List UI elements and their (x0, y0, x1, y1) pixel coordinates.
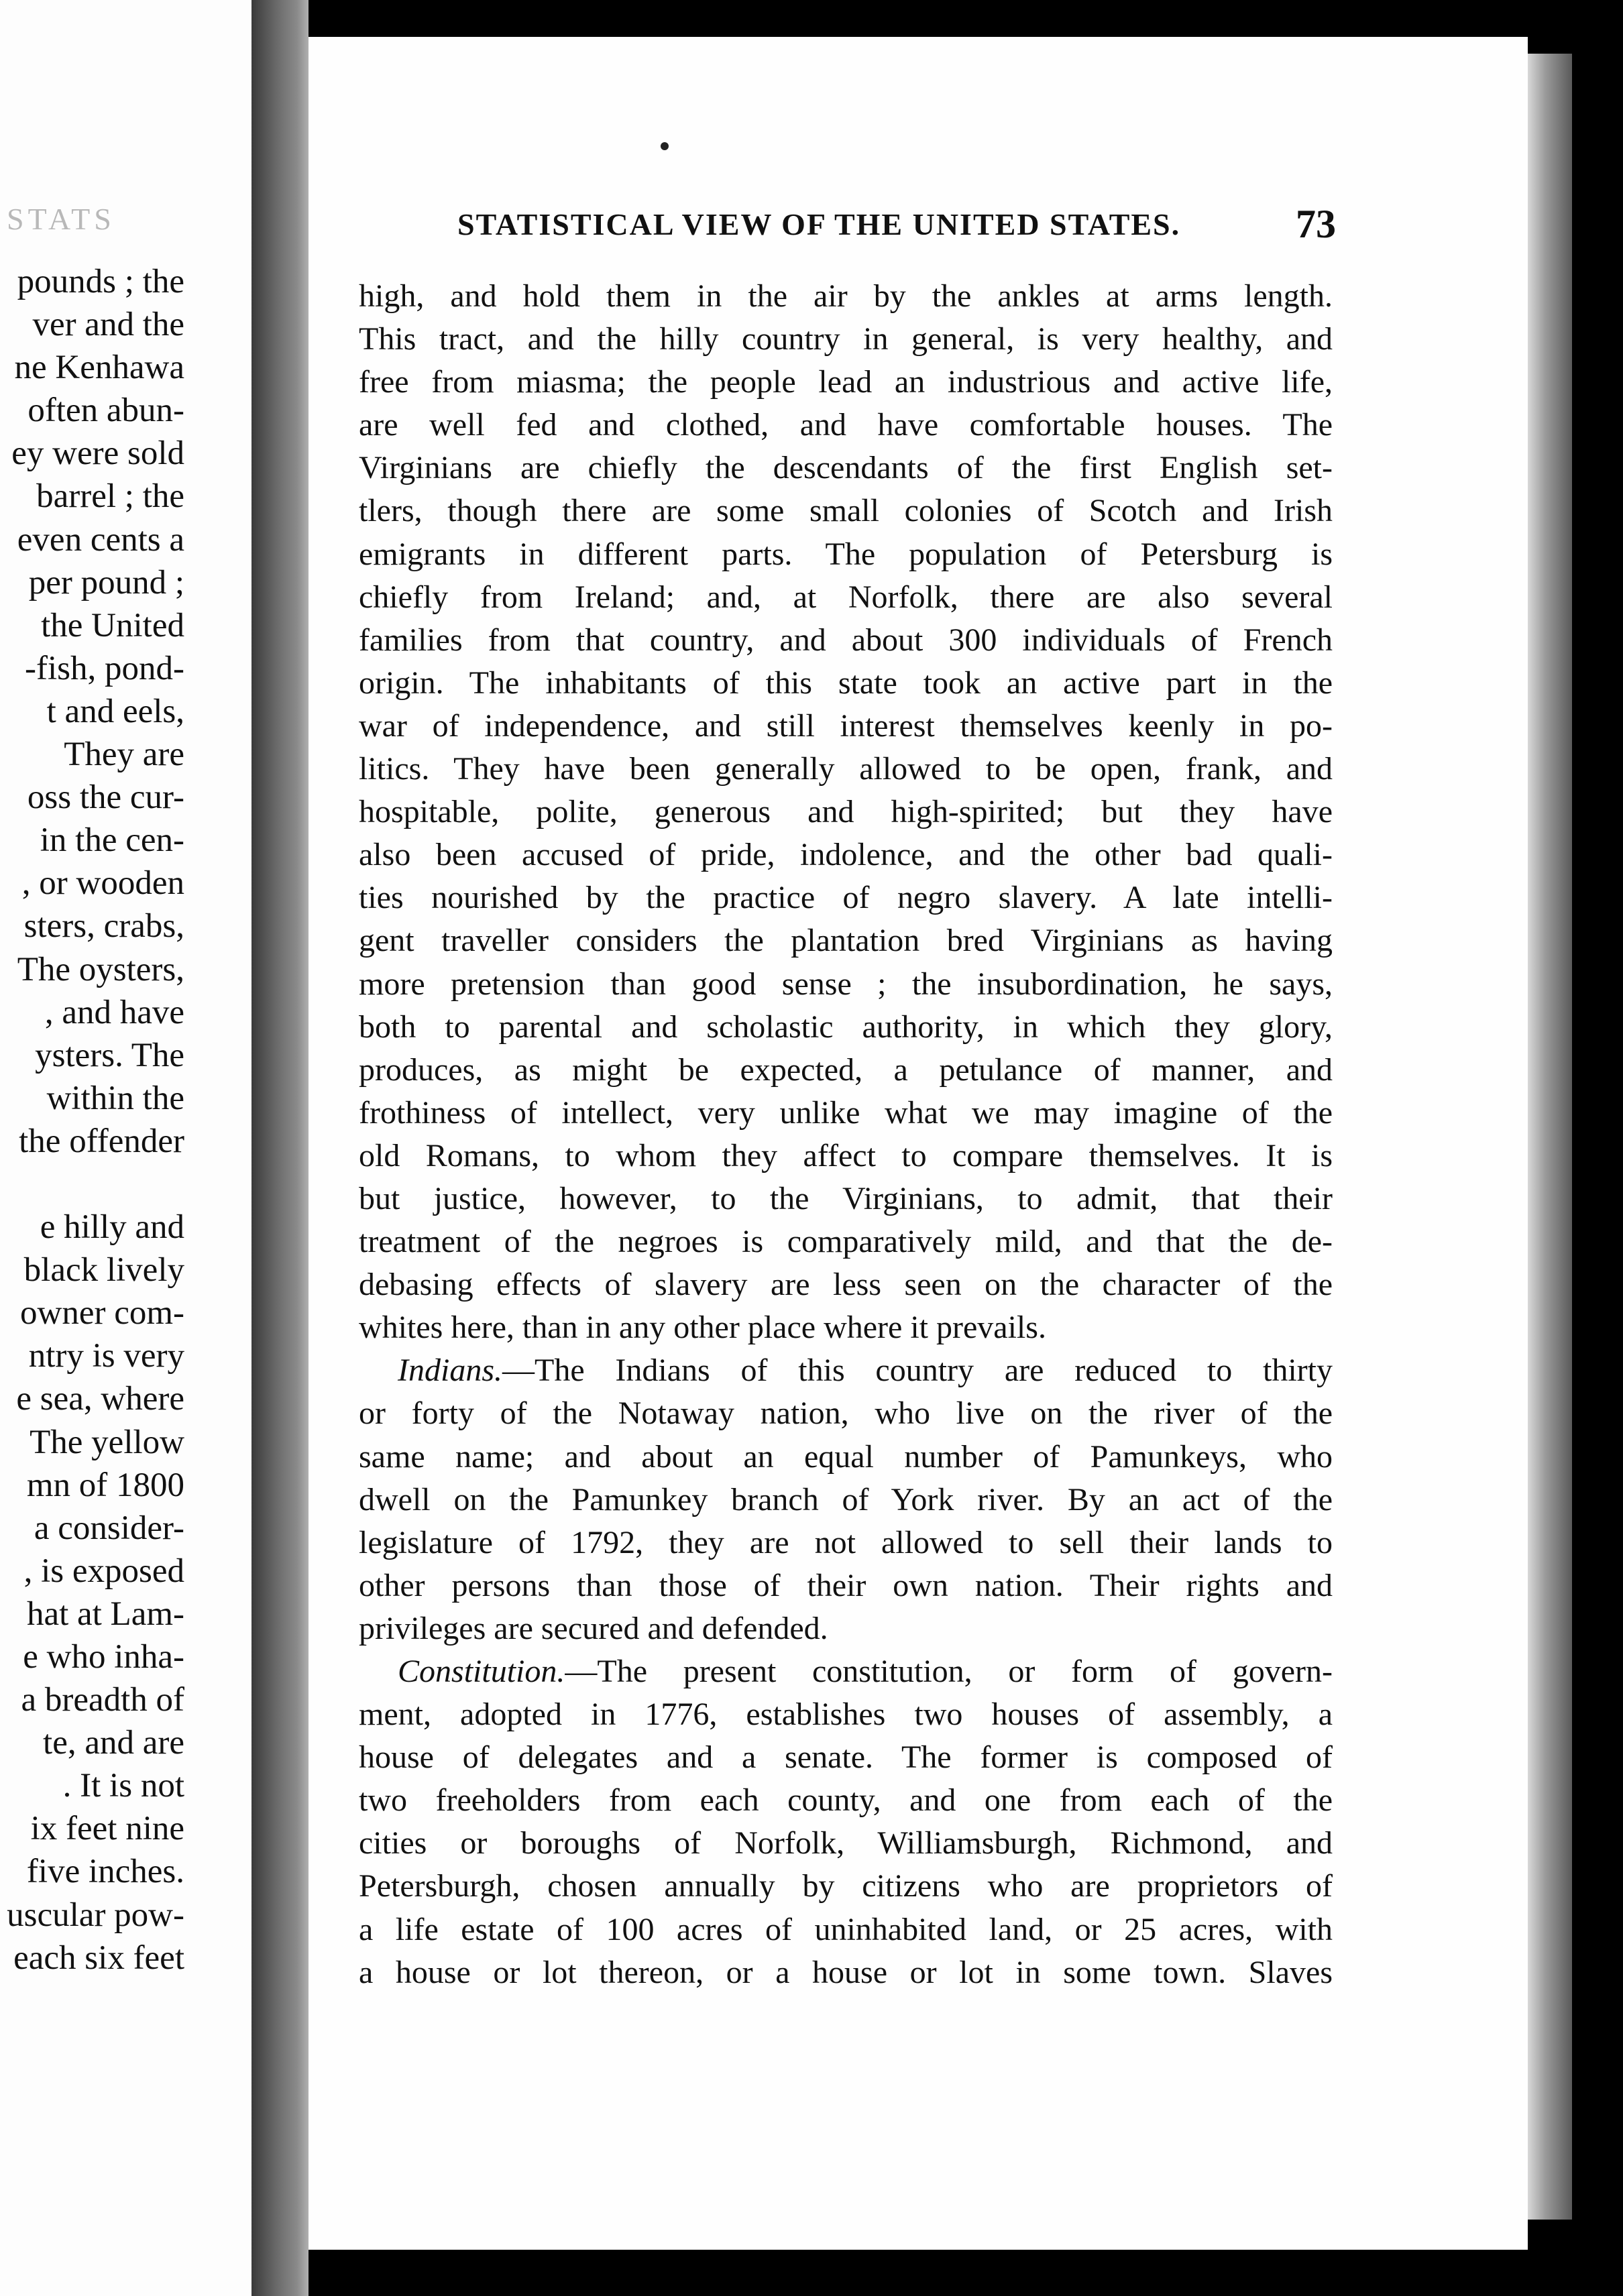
text-line: , and have (44, 993, 184, 1031)
text-line: old Romans, to whom they affect to compare themselves. It is (359, 1137, 1333, 1173)
text-line: mn of 1800 (26, 1466, 184, 1504)
text-line: , is exposed (23, 1552, 184, 1590)
text-line: high, and hold them in the air by the ankles at arms length. (359, 278, 1333, 314)
text-line: owner com- (20, 1294, 184, 1332)
text-line: both to parental and scholastic authority, in which they glory, (359, 1009, 1333, 1045)
text-line: origin. The inhabitants of this state took an active part in the (359, 665, 1333, 701)
text-line: ysters. The (35, 1036, 184, 1074)
indians-first-line (359, 1349, 1333, 1392)
text-line: the United (41, 606, 184, 644)
text-line: emigrants in different parts. The population of Petersburg is (359, 536, 1333, 572)
text-line: a consider- (34, 1509, 184, 1547)
binding-gutter (251, 0, 309, 2296)
text-line: ver and the (32, 306, 184, 344)
constitution-heading: Constitution. (398, 1654, 565, 1689)
text-line: legislature of 1792, they are not allowed to sell their lands to (359, 1524, 1333, 1560)
text-line: families from that country, and about 300 individuals of French (359, 622, 1333, 658)
text-line: produces, as might be expected, a petulance of manner, and (359, 1051, 1333, 1088)
text-line: are well fed and clothed, and have comfortable houses. The (359, 407, 1333, 443)
text-line: t and eels, (46, 692, 184, 730)
text-line: The oysters, (17, 950, 184, 988)
text-line: each six feet (13, 1939, 184, 1977)
constitution-first-line (359, 1650, 1333, 1693)
constitution-paragraph (359, 1693, 1333, 1994)
text-line: dwell on the Pamunkey branch of York river. By an act of the (359, 1481, 1333, 1517)
text-line: te, and are (43, 1724, 184, 1762)
text-line: war of independence, and still interest themselves keenly in po- (359, 707, 1333, 744)
text-line: more pretension than good sense ; the insubordination, he says, (359, 966, 1333, 1002)
text-line: ix feet nine (30, 1810, 184, 1848)
text-line: -fish, pond- (25, 649, 184, 687)
text-line: privileges are secured and defended. (359, 1610, 828, 1646)
indians-first-line-text: —The Indians of this country are reduced to thirty (502, 1353, 1333, 1389)
text-line: hospitable, polite, generous and high-spirited; but they have (359, 794, 1333, 830)
text-line: , or wooden (21, 864, 184, 903)
constitution-first-line-text: —The present constitution, or form of govern- (565, 1654, 1333, 1689)
page-number: 73 (1296, 202, 1336, 246)
text-line: Virginians are chiefly the descendants of the first English set- (359, 450, 1333, 486)
text-line: The yellow (30, 1423, 184, 1461)
text-line: They are (64, 736, 184, 774)
text-line: e hilly and (40, 1208, 184, 1247)
indians-paragraph (359, 1392, 1333, 1650)
page-edge-shadow (1528, 54, 1572, 2220)
text-line: house of delegates and a senate. The former is composed of (359, 1739, 1333, 1776)
previous-page-fragment (0, 0, 251, 2296)
text-line: also been accused of pride, indolence, and the other bad quali- (359, 837, 1333, 873)
text-line: per pound ; (28, 563, 184, 601)
text-line: whites here, than in any other place where it prevails. (359, 1310, 1046, 1346)
text-line: tlers, though there are some small colonies of Scotch and Irish (359, 493, 1333, 529)
text-line: ment, adopted in 1776, establishes two houses of assembly, a (359, 1697, 1333, 1733)
text-line: gent traveller considers the plantation bred Virginians as having (359, 923, 1333, 959)
text-line (0, 1163, 184, 1206)
indians-heading: Indians. (398, 1353, 502, 1389)
text-line: a breadth of (21, 1681, 184, 1719)
text-line: same name; and about an equal number of Pamunkeys, who (359, 1438, 1333, 1475)
text-line: This tract, and the hilly country in general, is very healthy, and (359, 321, 1333, 357)
text-line: hat at Lam- (26, 1595, 184, 1633)
text-line: a life estate of 100 acres of uninhabited land, or 25 acres, with (359, 1911, 1333, 1947)
text-line: e sea, where (16, 1380, 184, 1418)
text-line: ties nourished by the practice of negro slavery. A late intelli- (359, 880, 1333, 916)
text-line: ntry is very (28, 1337, 184, 1375)
text-line: free from miasma; the people lead an industrious and active life, (359, 364, 1333, 400)
text-line: uscular pow- (7, 1896, 184, 1934)
text-line: barrel ; the (36, 477, 184, 516)
intro-paragraph (359, 275, 1333, 1349)
text-line: frothiness of intellect, very unlike what we may imagine of the (359, 1094, 1333, 1131)
text-line: cities or boroughs of Norfolk, Williamsburgh, Richmond, and (359, 1825, 1333, 1861)
text-line: ey were sold (11, 435, 184, 473)
text-line: but justice, however, to the Virginians, to admit, that their (359, 1180, 1333, 1216)
text-line: two freeholders from each county, and one from each of the (359, 1782, 1333, 1819)
text-line: often abun- (27, 392, 184, 430)
text-line: debasing effects of slavery are less seen on the character of the (359, 1267, 1333, 1303)
text-line: treatment of the negroes is comparatively mild, and that the de- (359, 1224, 1333, 1260)
text-line: a house or lot thereon, or a house or lot in some town. Slaves (359, 1954, 1333, 1990)
text-line: black lively (23, 1251, 184, 1289)
text-line: or forty of the Notaway nation, who live on the river of the (359, 1395, 1333, 1432)
text-line: within the (46, 1079, 184, 1117)
text-line: . It is not (62, 1767, 184, 1805)
print-speck (661, 142, 669, 150)
text-line: even cents a (17, 520, 184, 559)
text-line: chiefly from Ireland; and, at Norfolk, there are also several (359, 579, 1333, 615)
text-line: e who inha- (23, 1638, 184, 1676)
text-line: litics. They have been generally allowed to be open, frank, and (359, 751, 1333, 787)
text-line: ne Kenhawa (14, 349, 184, 387)
previous-page-text (0, 260, 184, 1979)
page-body (359, 275, 1333, 1994)
text-line: in the cen- (40, 821, 184, 860)
text-line: the offender (19, 1122, 184, 1160)
text-line: pounds ; the (17, 263, 184, 300)
text-line: oss the cur- (27, 779, 184, 817)
running-head: STATISTICAL VIEW OF THE UNITED STATES. (457, 207, 1181, 241)
text-line: Petersburgh, chosen annually by citizens who are proprietors of (359, 1868, 1333, 1904)
text-line: five inches. (26, 1853, 184, 1891)
previous-page-running-head: STATS (7, 202, 115, 236)
text-line: other persons than those of their own nation. Their rights and (359, 1567, 1333, 1603)
text-line: sters, crabs, (23, 907, 184, 945)
